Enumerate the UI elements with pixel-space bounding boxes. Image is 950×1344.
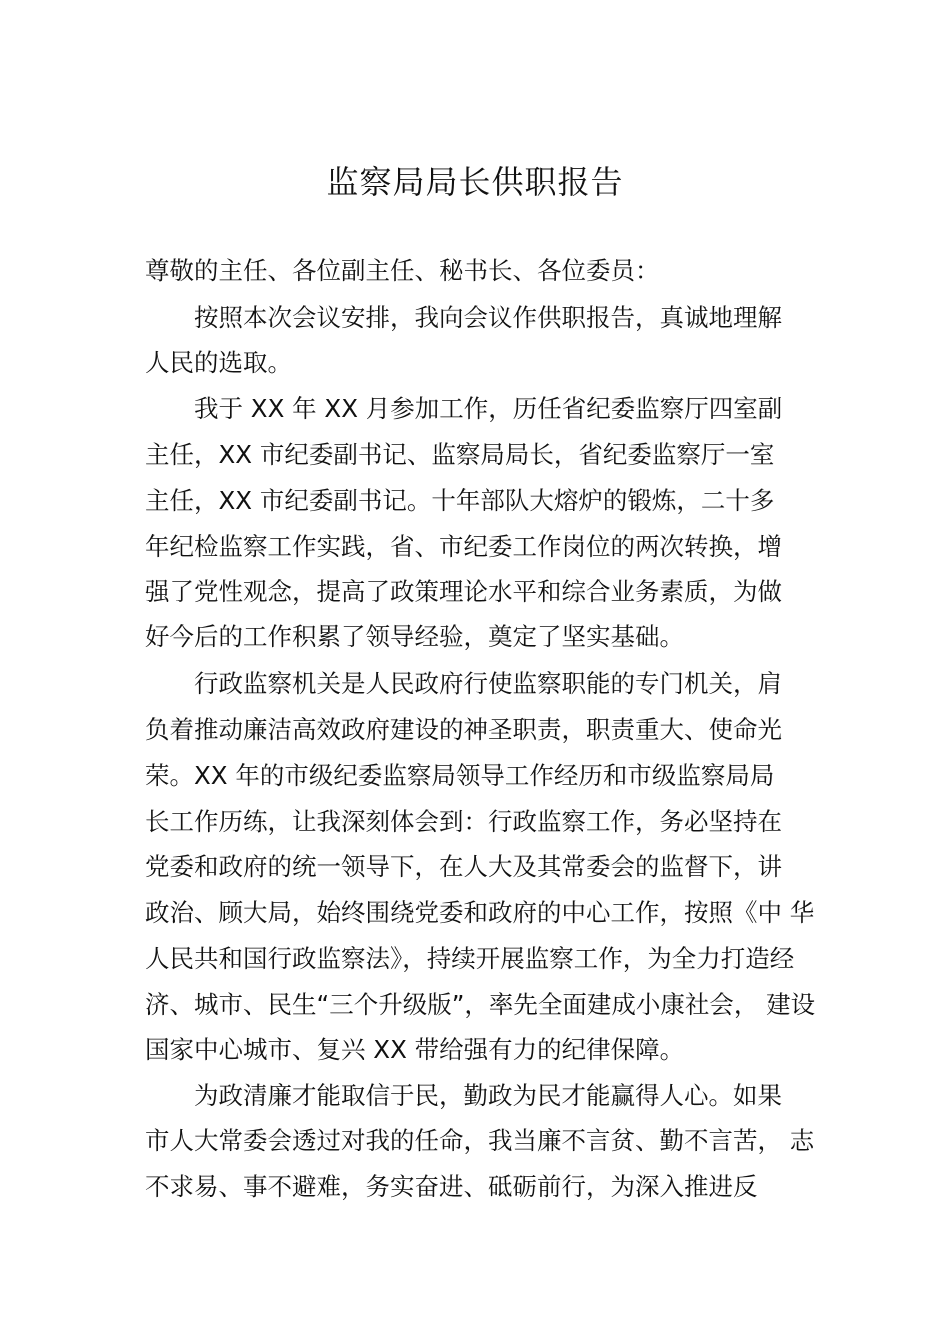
paragraph-line: 长工作历练，让我深刻体会到：行政监察工作，务必坚持在 xyxy=(145,807,782,836)
paragraph-line: 党委和政府的统一领导下，在人大及其常委会的监督下，讲 xyxy=(145,852,782,881)
paragraph-line: 我于 XX 年 XX 月参加工作，历任省纪委监察厅四室副 xyxy=(194,394,783,423)
paragraph-line: 人民共和国行政监察法》，持续开展监察工作，为全力打造经 xyxy=(145,944,795,973)
paragraph-line: 政治、顾大局，始终围绕党委和政府的中心工作，按照《中 华 xyxy=(145,898,815,927)
paragraph-line: 主任，XX 市纪委副书记。十年部队大熔炉的锻炼，二十多 xyxy=(145,486,775,515)
paragraph-line: 济、城市、民生“三个升级版”，率先全面建成小康社会， 建设 xyxy=(145,990,816,1019)
paragraph-line: 年纪检监察工作实践，省、市纪委工作岗位的两次转换，增 xyxy=(145,532,782,561)
document-title: 监察局局长供职报告 xyxy=(326,163,624,201)
paragraph-line: 人民的选取。 xyxy=(145,348,292,377)
paragraph-line: 按照本次会议安排，我向会议作供职报告，真诚地理解 xyxy=(194,303,782,332)
paragraph-line: 不求易、事不避难，务实奋进、砥砺前行，为深入推进反 xyxy=(145,1172,758,1201)
salutation: 尊敬的主任、各位副主任、秘书长、各位委员： xyxy=(145,256,660,285)
paragraph-line: 行政监察机关是人民政府行使监察职能的专门机关，肩 xyxy=(194,669,782,698)
paragraph-line: 主任，XX 市纪委副书记、监察局局长，省纪委监察厅一室 xyxy=(145,440,775,469)
paragraph-line: 国家中心城市、复兴 XX 带给强有力的纪律保障。 xyxy=(145,1035,685,1064)
paragraph-line: 为政清廉才能取信于民，勤政为民才能赢得人心。如果 xyxy=(194,1081,782,1110)
paragraph-line: 负着推动廉洁高效政府建设的神圣职责，职责重大、使命光 xyxy=(145,715,782,744)
paragraph-line: 市人大常委会透过对我的任命，我当廉不言贫、勤不言苦， 志 xyxy=(145,1126,815,1155)
paragraph-line: 强了党性观念，提高了政策理论水平和综合业务素质，为做 xyxy=(145,577,782,606)
paragraph-line: 好今后的工作积累了领导经验，奠定了坚实基础。 xyxy=(145,622,684,651)
paragraph-line: 荣。XX 年的市级纪委监察局领导工作经历和市级监察局局 xyxy=(145,761,775,790)
